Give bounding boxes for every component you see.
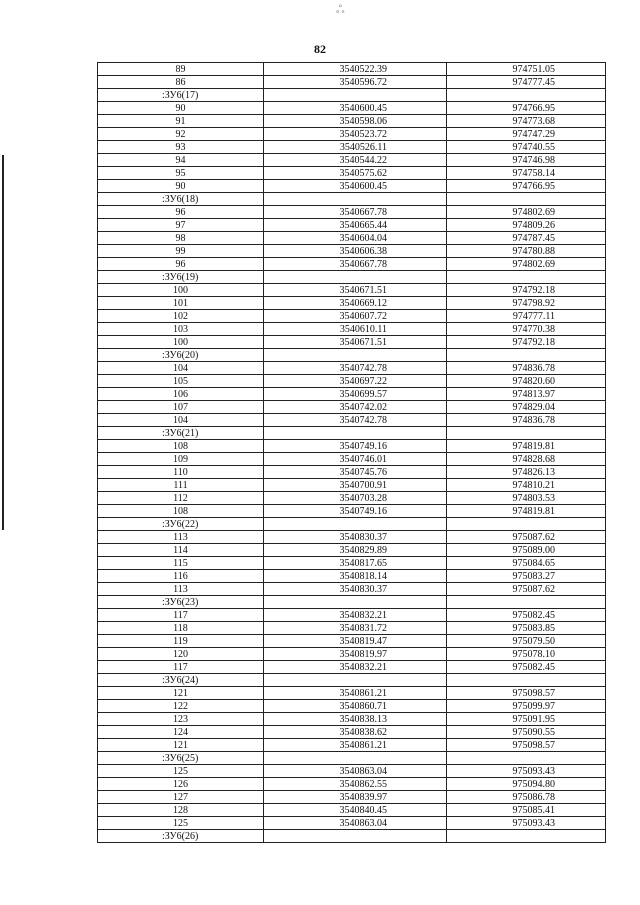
table-row bbox=[98, 453, 606, 466]
x-coordinate: 3540863.04 bbox=[264, 765, 447, 778]
section-header-row bbox=[98, 830, 606, 843]
point-number: 96 bbox=[98, 206, 264, 219]
point-number: 112 bbox=[98, 492, 264, 505]
y-coordinate: 974829.04 bbox=[447, 401, 606, 414]
table-row bbox=[98, 232, 606, 245]
x-coordinate: 3540862.55 bbox=[264, 778, 447, 791]
empty-cell bbox=[264, 427, 447, 440]
point-number: 90 bbox=[98, 102, 264, 115]
page-number: 82 bbox=[314, 42, 326, 56]
x-coordinate: 3540818.14 bbox=[264, 570, 447, 583]
y-coordinate: 974809.26 bbox=[447, 219, 606, 232]
parcel-label: :ЗУ6(17) bbox=[98, 89, 264, 102]
point-number: 101 bbox=[98, 297, 264, 310]
y-coordinate: 974798.92 bbox=[447, 297, 606, 310]
table-row bbox=[98, 180, 606, 193]
table-row bbox=[98, 297, 606, 310]
point-number: 104 bbox=[98, 362, 264, 375]
point-number: 115 bbox=[98, 557, 264, 570]
x-coordinate: 3540829.89 bbox=[264, 544, 447, 557]
point-number: 125 bbox=[98, 817, 264, 830]
empty-cell bbox=[447, 596, 606, 609]
x-coordinate: 3540742.02 bbox=[264, 401, 447, 414]
point-number: 121 bbox=[98, 739, 264, 752]
table-row bbox=[98, 557, 606, 570]
table-row bbox=[98, 141, 606, 154]
y-coordinate: 975079.50 bbox=[447, 635, 606, 648]
y-coordinate: 975082.45 bbox=[447, 609, 606, 622]
empty-cell bbox=[447, 271, 606, 284]
point-number: 122 bbox=[98, 700, 264, 713]
y-coordinate: 974770.38 bbox=[447, 323, 606, 336]
y-coordinate: 974766.95 bbox=[447, 102, 606, 115]
section-header-row bbox=[98, 752, 606, 765]
empty-cell bbox=[447, 349, 606, 362]
table-row bbox=[98, 687, 606, 700]
x-coordinate: 3540819.97 bbox=[264, 648, 447, 661]
y-coordinate: 975086.78 bbox=[447, 791, 606, 804]
table-row bbox=[98, 167, 606, 180]
table-row bbox=[98, 531, 606, 544]
point-number: 99 bbox=[98, 245, 264, 258]
x-coordinate: 3540840.45 bbox=[264, 804, 447, 817]
table-row bbox=[98, 310, 606, 323]
x-coordinate: 3540665.44 bbox=[264, 219, 447, 232]
table-row bbox=[98, 362, 606, 375]
x-coordinate: 3540596.72 bbox=[264, 76, 447, 89]
table-row bbox=[98, 661, 606, 674]
x-coordinate: 3540703.28 bbox=[264, 492, 447, 505]
point-number: 114 bbox=[98, 544, 264, 557]
y-coordinate: 974836.78 bbox=[447, 362, 606, 375]
table-row bbox=[98, 336, 606, 349]
point-number: 116 bbox=[98, 570, 264, 583]
x-coordinate: 3540610.11 bbox=[264, 323, 447, 336]
y-coordinate: 974773.68 bbox=[447, 115, 606, 128]
y-coordinate: 975078.10 bbox=[447, 648, 606, 661]
point-number: 105 bbox=[98, 375, 264, 388]
section-header-row bbox=[98, 674, 606, 687]
y-coordinate: 974766.95 bbox=[447, 180, 606, 193]
table-row bbox=[98, 648, 606, 661]
x-coordinate: 3540830.37 bbox=[264, 531, 447, 544]
y-coordinate: 974802.69 bbox=[447, 258, 606, 271]
y-coordinate: 975094.80 bbox=[447, 778, 606, 791]
x-coordinate: 3540861.21 bbox=[264, 687, 447, 700]
table-row bbox=[98, 804, 606, 817]
table-row bbox=[98, 778, 606, 791]
point-number: 128 bbox=[98, 804, 264, 817]
empty-cell bbox=[264, 596, 447, 609]
y-coordinate: 974826.13 bbox=[447, 466, 606, 479]
x-coordinate: 3540819.47 bbox=[264, 635, 447, 648]
point-number: 123 bbox=[98, 713, 264, 726]
x-coordinate: 3540700.91 bbox=[264, 479, 447, 492]
empty-cell bbox=[264, 349, 447, 362]
point-number: 119 bbox=[98, 635, 264, 648]
parcel-label: :ЗУ6(24) bbox=[98, 674, 264, 687]
table-row bbox=[98, 713, 606, 726]
table-row bbox=[98, 414, 606, 427]
y-coordinate: 975090.55 bbox=[447, 726, 606, 739]
table-row bbox=[98, 102, 606, 115]
point-number: 96 bbox=[98, 258, 264, 271]
y-coordinate: 974813.97 bbox=[447, 388, 606, 401]
y-coordinate: 975082.45 bbox=[447, 661, 606, 674]
y-coordinate: 975089.00 bbox=[447, 544, 606, 557]
point-number: 98 bbox=[98, 232, 264, 245]
point-number: 100 bbox=[98, 336, 264, 349]
y-coordinate: 974787.45 bbox=[447, 232, 606, 245]
x-coordinate: 3540861.21 bbox=[264, 739, 447, 752]
empty-cell bbox=[447, 89, 606, 102]
y-coordinate: 974747.29 bbox=[447, 128, 606, 141]
x-coordinate: 3540742.78 bbox=[264, 362, 447, 375]
y-coordinate: 975091.95 bbox=[447, 713, 606, 726]
x-coordinate: 3540831.72 bbox=[264, 622, 447, 635]
archive-stamp-mark: ஃ bbox=[336, 4, 344, 16]
empty-cell bbox=[264, 193, 447, 206]
x-coordinate: 3540838.62 bbox=[264, 726, 447, 739]
x-coordinate: 3540746.01 bbox=[264, 453, 447, 466]
x-coordinate: 3540860.71 bbox=[264, 700, 447, 713]
table-row bbox=[98, 583, 606, 596]
x-coordinate: 3540699.57 bbox=[264, 388, 447, 401]
table-row bbox=[98, 245, 606, 258]
x-coordinate: 3540669.12 bbox=[264, 297, 447, 310]
empty-cell bbox=[264, 518, 447, 531]
x-coordinate: 3540749.16 bbox=[264, 440, 447, 453]
x-coordinate: 3540667.78 bbox=[264, 206, 447, 219]
y-coordinate: 974819.81 bbox=[447, 505, 606, 518]
y-coordinate: 975083.27 bbox=[447, 570, 606, 583]
section-header-row bbox=[98, 427, 606, 440]
x-coordinate: 3540817.65 bbox=[264, 557, 447, 570]
point-number: 113 bbox=[98, 583, 264, 596]
empty-cell bbox=[447, 518, 606, 531]
point-number: 89 bbox=[98, 63, 264, 76]
table-row bbox=[98, 622, 606, 635]
point-number: 107 bbox=[98, 401, 264, 414]
coordinates-table bbox=[97, 62, 606, 843]
x-coordinate: 3540832.21 bbox=[264, 609, 447, 622]
point-number: 124 bbox=[98, 726, 264, 739]
point-number: 117 bbox=[98, 661, 264, 674]
point-number: 109 bbox=[98, 453, 264, 466]
parcel-label: :ЗУ6(26) bbox=[98, 830, 264, 843]
section-header-row bbox=[98, 518, 606, 531]
coordinates-table-body bbox=[98, 63, 606, 843]
y-coordinate: 974803.53 bbox=[447, 492, 606, 505]
point-number: 104 bbox=[98, 414, 264, 427]
empty-cell bbox=[264, 674, 447, 687]
table-row bbox=[98, 765, 606, 778]
point-number: 108 bbox=[98, 440, 264, 453]
point-number: 93 bbox=[98, 141, 264, 154]
x-coordinate: 3540830.37 bbox=[264, 583, 447, 596]
x-coordinate: 3540832.21 bbox=[264, 661, 447, 674]
x-coordinate: 3540604.04 bbox=[264, 232, 447, 245]
parcel-label: :ЗУ6(25) bbox=[98, 752, 264, 765]
empty-cell bbox=[264, 830, 447, 843]
empty-cell bbox=[447, 193, 606, 206]
point-number: 91 bbox=[98, 115, 264, 128]
point-number: 126 bbox=[98, 778, 264, 791]
table-row bbox=[98, 206, 606, 219]
point-number: 127 bbox=[98, 791, 264, 804]
point-number: 113 bbox=[98, 531, 264, 544]
point-number: 121 bbox=[98, 687, 264, 700]
point-number: 102 bbox=[98, 310, 264, 323]
section-header-row bbox=[98, 349, 606, 362]
point-number: 111 bbox=[98, 479, 264, 492]
y-coordinate: 975084.65 bbox=[447, 557, 606, 570]
y-coordinate: 974802.69 bbox=[447, 206, 606, 219]
point-number: 108 bbox=[98, 505, 264, 518]
parcel-label: :ЗУ6(22) bbox=[98, 518, 264, 531]
table-row bbox=[98, 492, 606, 505]
table-row bbox=[98, 739, 606, 752]
table-row bbox=[98, 63, 606, 76]
y-coordinate: 974792.18 bbox=[447, 284, 606, 297]
empty-cell bbox=[447, 674, 606, 687]
x-coordinate: 3540839.97 bbox=[264, 791, 447, 804]
y-coordinate: 975098.57 bbox=[447, 739, 606, 752]
y-coordinate: 974780.88 bbox=[447, 245, 606, 258]
x-coordinate: 3540749.16 bbox=[264, 505, 447, 518]
y-coordinate: 975083.85 bbox=[447, 622, 606, 635]
table-row bbox=[98, 154, 606, 167]
y-coordinate: 974777.45 bbox=[447, 76, 606, 89]
parcel-label: :ЗУ6(23) bbox=[98, 596, 264, 609]
x-coordinate: 3540697.22 bbox=[264, 375, 447, 388]
y-coordinate: 974836.78 bbox=[447, 414, 606, 427]
table-row bbox=[98, 505, 606, 518]
table-row bbox=[98, 115, 606, 128]
y-coordinate: 975085.41 bbox=[447, 804, 606, 817]
table-row bbox=[98, 570, 606, 583]
table-row bbox=[98, 284, 606, 297]
table-row bbox=[98, 700, 606, 713]
point-number: 100 bbox=[98, 284, 264, 297]
section-header-row bbox=[98, 596, 606, 609]
parcel-label: :ЗУ6(18) bbox=[98, 193, 264, 206]
point-number: 110 bbox=[98, 466, 264, 479]
y-coordinate: 975099.97 bbox=[447, 700, 606, 713]
table-row bbox=[98, 479, 606, 492]
x-coordinate: 3540606.38 bbox=[264, 245, 447, 258]
y-coordinate: 974820.60 bbox=[447, 375, 606, 388]
x-coordinate: 3540575.62 bbox=[264, 167, 447, 180]
x-coordinate: 3540667.78 bbox=[264, 258, 447, 271]
x-coordinate: 3540863.04 bbox=[264, 817, 447, 830]
y-coordinate: 974751.05 bbox=[447, 63, 606, 76]
y-coordinate: 975098.57 bbox=[447, 687, 606, 700]
empty-cell bbox=[447, 830, 606, 843]
x-coordinate: 3540523.72 bbox=[264, 128, 447, 141]
x-coordinate: 3540671.51 bbox=[264, 336, 447, 349]
empty-cell bbox=[447, 427, 606, 440]
parcel-label: :ЗУ6(19) bbox=[98, 271, 264, 284]
table-row bbox=[98, 323, 606, 336]
x-coordinate: 3540838.13 bbox=[264, 713, 447, 726]
point-number: 120 bbox=[98, 648, 264, 661]
point-number: 92 bbox=[98, 128, 264, 141]
y-coordinate: 974758.14 bbox=[447, 167, 606, 180]
y-coordinate: 975093.43 bbox=[447, 765, 606, 778]
table-row bbox=[98, 544, 606, 557]
y-coordinate: 975087.62 bbox=[447, 531, 606, 544]
y-coordinate: 975087.62 bbox=[447, 583, 606, 596]
section-header-row bbox=[98, 271, 606, 284]
table-row bbox=[98, 76, 606, 89]
x-coordinate: 3540598.06 bbox=[264, 115, 447, 128]
y-coordinate: 974819.81 bbox=[447, 440, 606, 453]
y-coordinate: 974777.11 bbox=[447, 310, 606, 323]
x-coordinate: 3540526.11 bbox=[264, 141, 447, 154]
table-row bbox=[98, 635, 606, 648]
binding-margin-line bbox=[2, 155, 4, 530]
point-number: 106 bbox=[98, 388, 264, 401]
table-row bbox=[98, 375, 606, 388]
section-header-row bbox=[98, 193, 606, 206]
point-number: 125 bbox=[98, 765, 264, 778]
x-coordinate: 3540671.51 bbox=[264, 284, 447, 297]
point-number: 86 bbox=[98, 76, 264, 89]
table-row bbox=[98, 726, 606, 739]
point-number: 95 bbox=[98, 167, 264, 180]
y-coordinate: 974810.21 bbox=[447, 479, 606, 492]
point-number: 118 bbox=[98, 622, 264, 635]
x-coordinate: 3540544.22 bbox=[264, 154, 447, 167]
empty-cell bbox=[264, 271, 447, 284]
x-coordinate: 3540600.45 bbox=[264, 102, 447, 115]
empty-cell bbox=[264, 89, 447, 102]
table-row bbox=[98, 258, 606, 271]
point-number: 97 bbox=[98, 219, 264, 232]
table-row bbox=[98, 791, 606, 804]
table-row bbox=[98, 817, 606, 830]
x-coordinate: 3540522.39 bbox=[264, 63, 447, 76]
table-row bbox=[98, 466, 606, 479]
parcel-label: :ЗУ6(20) bbox=[98, 349, 264, 362]
x-coordinate: 3540742.78 bbox=[264, 414, 447, 427]
point-number: 90 bbox=[98, 180, 264, 193]
table-row bbox=[98, 388, 606, 401]
point-number: 103 bbox=[98, 323, 264, 336]
x-coordinate: 3540600.45 bbox=[264, 180, 447, 193]
point-number: 117 bbox=[98, 609, 264, 622]
table-row bbox=[98, 128, 606, 141]
y-coordinate: 974792.18 bbox=[447, 336, 606, 349]
section-header-row bbox=[98, 89, 606, 102]
point-number: 94 bbox=[98, 154, 264, 167]
table-row bbox=[98, 440, 606, 453]
y-coordinate: 974828.68 bbox=[447, 453, 606, 466]
x-coordinate: 3540607.72 bbox=[264, 310, 447, 323]
x-coordinate: 3540745.76 bbox=[264, 466, 447, 479]
y-coordinate: 974740.55 bbox=[447, 141, 606, 154]
table-row bbox=[98, 401, 606, 414]
empty-cell bbox=[264, 752, 447, 765]
empty-cell bbox=[447, 752, 606, 765]
table-row bbox=[98, 219, 606, 232]
parcel-label: :ЗУ6(21) bbox=[98, 427, 264, 440]
y-coordinate: 974746.98 bbox=[447, 154, 606, 167]
y-coordinate: 975093.43 bbox=[447, 817, 606, 830]
table-row bbox=[98, 609, 606, 622]
